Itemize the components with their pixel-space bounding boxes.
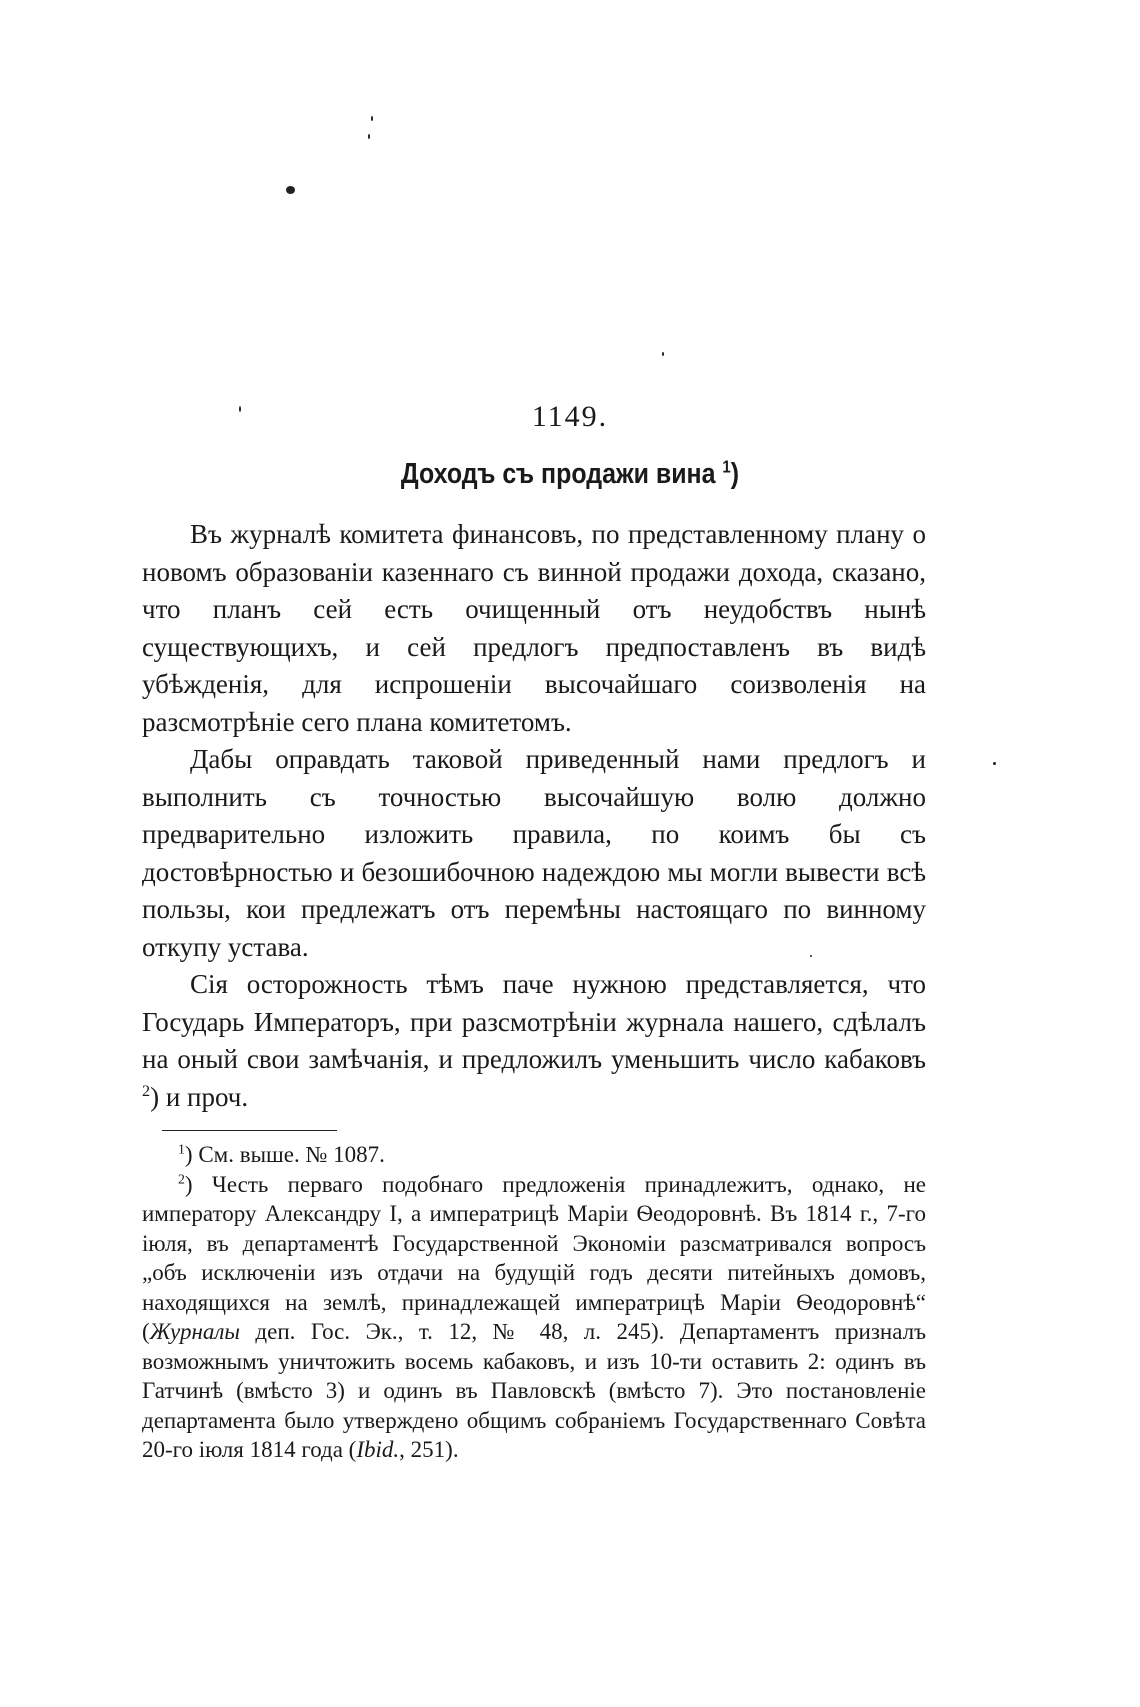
ink-speck — [993, 762, 996, 765]
ink-speck — [368, 134, 370, 139]
title-text: Доходъ съ продажи вина — [400, 458, 716, 490]
footnote — [142, 1140, 926, 1170]
footnotes — [142, 1140, 926, 1465]
paragraph-text: Сія осторожность тѣмъ паче нужною представляется, что Государь Императоръ, при разсмотрѣніи журнала нашего, сдѣлалъ на оный свои замѣчанія, и предложилъ уменьшить число кабаковъ — [142, 969, 926, 1074]
footnote-number: 2 — [178, 1170, 185, 1186]
footnote-text: деп. Гос. Эк., т. 12, № 48, л. 245). Департаментъ призналъ возможнымъ уничтожить восемь кабаковъ, и изъ 10-ти оставить 2: одинъ въ Гатчинѣ (вмѣсто 3) и одинъ въ Павловскѣ (вмѣсто 7). Это постановленіе департамента было утверждено общимъ собраніемъ Государственнаго Совѣта 20-го іюля 1814 года ( — [142, 1319, 926, 1462]
footnote-text: ) Честь перваго подобнаго предложенія принадлежитъ, однако, не императору Александру I, а императрицѣ Маріи Ѳеодоровнѣ. Въ 1814 г., 7-го іюля, въ департаментѣ Государственной Экономіи разсматривался вопросъ „объ исключеніи изъ отдачи на будущій годъ десяти питейныхъ домовъ, находящихся на землѣ, принадлежащей императрицѣ Маріи Ѳеодоровнѣ“ ( — [142, 1171, 926, 1344]
paragraph: Въ журналѣ комитета финансовъ, по представленному плану о новомъ образованіи казеннаго съ винной продажи дохода, сказано, что планъ сей есть очищенный отъ неудобствъ нынѣ существующихъ, и сей предлогъ предпоставленъ въ видѣ убѣжденія, для испрошеніи высочайшаго соизволенія на разсмотрѣніе сего плана комитетомъ. — [142, 519, 926, 737]
title-footnote-marker: 1 — [722, 456, 731, 477]
footnote-marker: 2 — [142, 1081, 151, 1100]
footnote-text: ) См. выше. № 1087. — [184, 1142, 385, 1167]
ink-speck — [371, 116, 373, 121]
footnote-italic: Журналы — [149, 1319, 240, 1344]
body-text — [142, 516, 926, 1116]
footnote — [142, 1170, 926, 1465]
footnote-divider — [162, 1130, 337, 1131]
paragraph-text: ) и проч. — [150, 1081, 249, 1112]
ink-speck — [286, 186, 295, 194]
footnote-number: 1 — [178, 1141, 185, 1157]
paragraph — [142, 966, 926, 1116]
footnote-italic: Ibid. — [356, 1437, 400, 1462]
footnote-text: , 251). — [399, 1437, 459, 1462]
paragraph: Дабы оправдать таковой приведенный нами предлогъ и выполнить съ точностью высочайшую волю должно предварительно изложить правила, по коимъ бы съ достовѣрностью и безошибочною надеждою мы могли вывести всѣ пользы, кои предлежатъ отъ перемѣны настоящаго по винному откупу устава. — [142, 744, 926, 962]
ink-speck — [662, 352, 664, 356]
document-title: Доходъ съ продажи вина $^1$) — [400, 456, 740, 490]
document-number: 1149. — [531, 400, 609, 433]
